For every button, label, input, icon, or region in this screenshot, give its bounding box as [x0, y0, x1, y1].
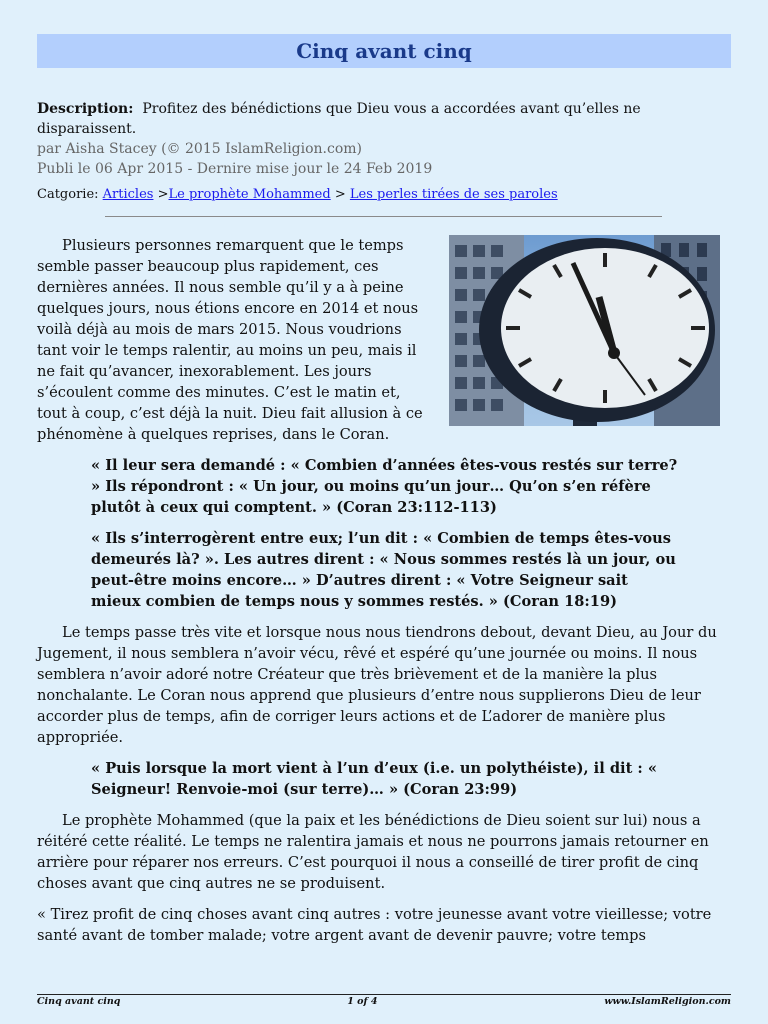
intro-paragraph: Plusieurs personnes remarquent que le temps semble passer beaucoup plus rapidement, ces dernières années. Il nous semble qu’il y a à peine quelques jours, nous étions encore en 2014 et nous voilà déjà au mois de mars 2015. Nous voudrions tant voir le temps ralentir, au moins un peu, mais il ne fait qu’avancer, inexorablement. Les jours s’écoulent comme des minutes. C’est le matin et, tout à coup, c’est déjà la nuit. Dieu fait allusion à ce phénomène à quelques reprises, dans le Coran. — [37, 237, 423, 443]
category-link-articles[interactable]: Articles — [102, 187, 154, 202]
description — [37, 99, 731, 139]
paragraph: Le prophète Mohammed (que la paix et les bénédictions de Dieu soient sur lui) nous a réitéré cette réalité. Le temps ne ralentira jamais et nous ne pourrons jamais retourner en arrière pour réparer nos erreurs. C’est pourquoi il nous a conseillé de tirer profit de cinq choses avant que cinq autres ne se produisent. — [37, 812, 709, 892]
page-number: 1 of 4 — [347, 996, 378, 1007]
category-link-prophet[interactable]: Le prophète Mohammed — [168, 187, 331, 202]
category-link-sayings[interactable]: Les perles tirées de ses paroles — [349, 187, 558, 202]
quran-quote: « Il leur sera demandé : « Combien d’années êtes-vous restés sur terre? » Ils répondront : « Un jour, ou moins qu’un jour… Qu’on s’en réfère plutôt à ceux qui comptent. » (Coran 23:112-113) — [91, 457, 678, 516]
quran-quote: « Ils s’interrogèrent entre eux; l’un dit : « Combien de temps êtes-vous demeurés là? ». Les autres dirent : « Nous sommes restés là un jour, ou peut-être moins encore… » D’autres dirent : « Votre Seigneur sait mieux combien de temps nous y sommes restés. » (Coran 18:19) — [91, 530, 676, 610]
description-label: Description: — [37, 101, 134, 117]
page-title: Cinq avant cinq — [296, 39, 472, 63]
article-meta — [37, 99, 731, 205]
author-line: par Aisha Stacey (© 2015 IslamReligion.com) — [37, 141, 363, 157]
footer-rule — [37, 994, 731, 995]
footer-site: www.IslamReligion.com — [604, 996, 731, 1007]
page-footer — [37, 996, 731, 1007]
title-bar — [37, 34, 731, 68]
description-text: Profitez des bénédictions que Dieu vous a accordées avant qu’elles ne disparaissent. — [37, 101, 641, 137]
category-label: Catgorie: — [37, 187, 99, 202]
footer-title: Cinq avant cinq — [37, 996, 121, 1007]
category-breadcrumb: Catgorie: Articles >Le prophète Mohammed > Les perles tirées de ses paroles — [37, 187, 558, 202]
publish-date: Publi le 06 Apr 2015 - Dernire mise jour le 24 Feb 2019 — [37, 161, 433, 177]
paragraph: « Tirez profit de cinq choses avant cinq autres : votre jeunesse avant votre vieillesse; votre santé avant de tomber malade; votre argent avant de devenir pauvre; votre temps — [37, 906, 712, 944]
separator-rule — [105, 216, 662, 217]
quran-quote: « Puis lorsque la mort vient à l’un d’eux (i.e. un polythéiste), il dit : « Seigneur! Renvoie-moi (sur terre)… » (Coran 23:99) — [91, 760, 657, 798]
article-body — [37, 235, 731, 956]
paragraph: Le temps passe très vite et lorsque nous nous tiendrons debout, devant Dieu, au Jour du Jugement, il nous semblera n’avoir vécu, rêvé et espéré qu’une journée ou moins. Il nous semblera n’avoir adoré notre Créateur que très brièvement et de la manière la plus nonchalante. Le Coran nous apprend que plusieurs d’entre nous supplierons Dieu de leur accorder plus de temps, afin de corriger leurs actions et de L’adorer de manière plus appropriée. — [37, 624, 717, 746]
